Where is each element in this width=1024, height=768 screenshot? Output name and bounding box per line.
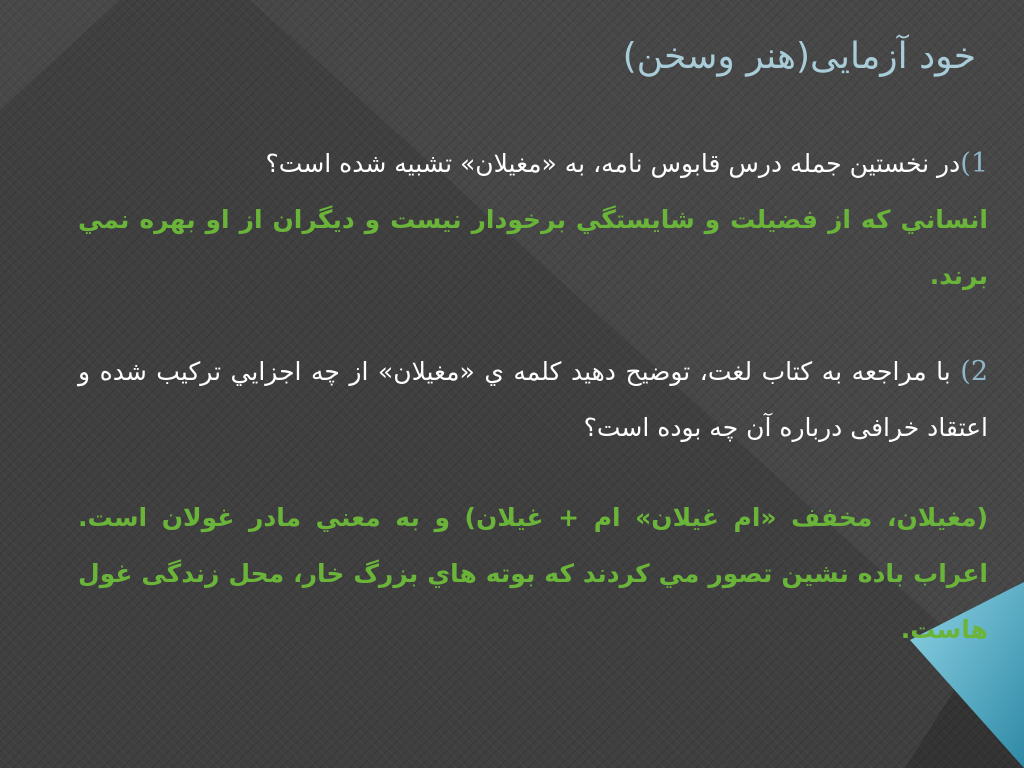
question-1-text: در نخستين جمله درس قابوس نامه، به «مغيلان» تشبيه شده است؟ — [265, 149, 961, 178]
question-1 — [78, 136, 988, 192]
slide-title: خود آزمايی(هنر وسخن) — [622, 36, 976, 77]
question-2-number: 2) — [960, 356, 989, 387]
answer-2: (مغيلان، مخفف «ام غيلان» ام + غيلان) و به معني مادر غولان است. اعراب باده نشين تصور مي كردند كه بوته هاي بزرگ خار، محل زندگی غول هاست. — [78, 503, 988, 644]
question-1-number: 1) — [960, 148, 988, 179]
question-2-text: با مراجعه به كتاب لغت، توضيح دهيد كلمه ي «مغيلان» از چه اجزايي تركيب شده و اعتقاد خرافی درباره آن چه بوده است؟ — [78, 357, 988, 442]
slide-content — [78, 136, 988, 658]
answer-1: انساني كه از فضيلت و شايستگي برخودار نيست و ديگران از او بهره نمي برند. — [78, 205, 988, 290]
question-2 — [78, 344, 988, 456]
